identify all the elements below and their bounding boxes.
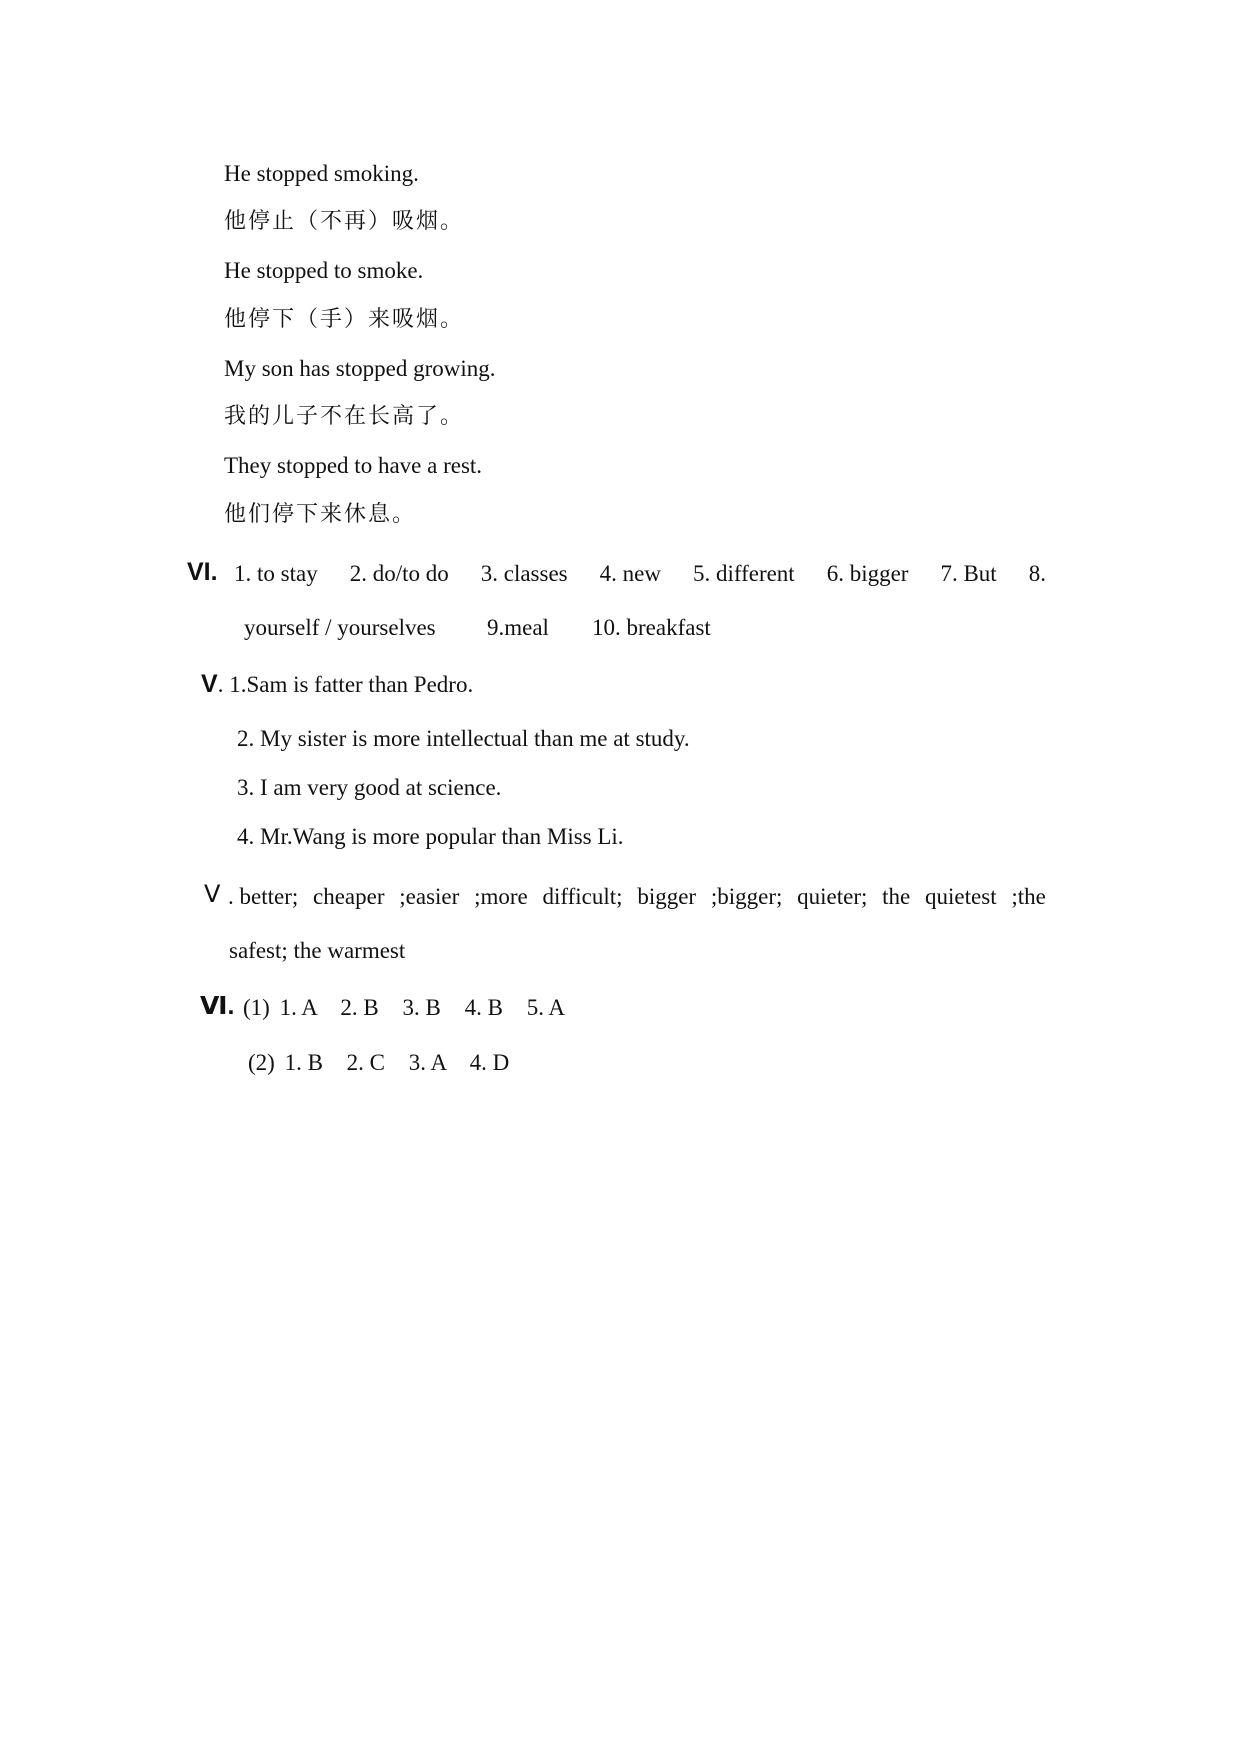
fill-answer: 2. do/to do	[349, 561, 449, 586]
section-choice-numeral: Ⅵ.	[200, 992, 235, 1020]
example-zh-1: 他停止（不再）吸烟。	[224, 209, 465, 234]
choice-answer: 2. C	[346, 1050, 386, 1075]
form-answer: . better;	[228, 884, 299, 909]
example-zh-4: 他们停下来休息。	[224, 502, 417, 527]
choice-answer: 1. A	[279, 995, 317, 1020]
section-fill-answers	[234, 560, 1046, 588]
section-forms-numeral: Ⅴ	[204, 880, 221, 908]
fill-answer: 3. classes	[480, 561, 568, 586]
fill-answer-cont-1: yourself / yourselves	[244, 615, 436, 640]
fill-answer: 7. But	[940, 561, 997, 586]
form-answer: quietest	[925, 884, 997, 909]
sentence-answer-1: . 1.Sam is fatter than Pedro.	[217, 672, 474, 697]
fill-answer: 5. different	[692, 561, 795, 586]
sentence-answer-3: 3. I am very good at science.	[237, 775, 502, 800]
example-en-1: He stopped smoking.	[224, 161, 419, 186]
example-zh-2: 他停下（手）来吸烟。	[224, 307, 465, 332]
section-sentences-header	[201, 670, 473, 699]
form-answer: ;easier	[399, 884, 460, 909]
example-zh-3: 我的儿子不在长高了。	[224, 404, 465, 429]
fill-answer: 6. bigger	[826, 561, 909, 586]
fill-answer: 8.	[1028, 561, 1046, 586]
choice-part2-label: (2)	[248, 1050, 275, 1075]
fill-answer: 4. new	[599, 561, 661, 586]
choice-answer: 4. D	[469, 1050, 510, 1075]
fill-answer-cont-3: 10. breakfast	[592, 615, 711, 640]
sentence-answer-4: 4. Mr.Wang is more popular than Miss Li.	[237, 824, 624, 849]
section-forms-line2: safest; the warmest	[229, 938, 406, 963]
section-forms-line1	[228, 883, 1046, 911]
form-answer: the	[882, 884, 911, 909]
example-en-3: My son has stopped growing.	[224, 356, 496, 381]
form-answer: cheaper	[313, 884, 385, 909]
form-answer: ;the	[1011, 884, 1046, 909]
choice-answer: 2. B	[340, 995, 379, 1020]
example-en-2: He stopped to smoke.	[224, 258, 424, 283]
choice-answer: 4. B	[464, 995, 503, 1020]
section-sentences-numeral: V	[201, 670, 218, 698]
form-answer: bigger	[637, 884, 697, 909]
form-answer: quieter;	[797, 884, 868, 909]
fill-answer: 1. to stay	[234, 561, 318, 586]
section-fill-numeral: VI.	[187, 558, 218, 586]
choice-answer: 5. A	[526, 995, 566, 1020]
form-answer: ;more	[474, 884, 528, 909]
choice-answer: 1. B	[284, 1050, 323, 1075]
form-answer: difficult;	[542, 884, 623, 909]
choice-part2	[248, 1049, 509, 1077]
choice-part1-label: (1)	[243, 995, 270, 1020]
choice-answer: 3. B	[402, 995, 441, 1020]
example-en-4: They stopped to have a rest.	[224, 453, 483, 478]
form-answer: ;bigger;	[710, 884, 783, 909]
choice-answer: 3. A	[408, 1050, 446, 1075]
sentence-answer-2: 2. My sister is more intellectual than me at study.	[237, 726, 690, 751]
choice-part1	[243, 994, 565, 1022]
fill-answer-cont-2: 9.meal	[487, 615, 549, 640]
